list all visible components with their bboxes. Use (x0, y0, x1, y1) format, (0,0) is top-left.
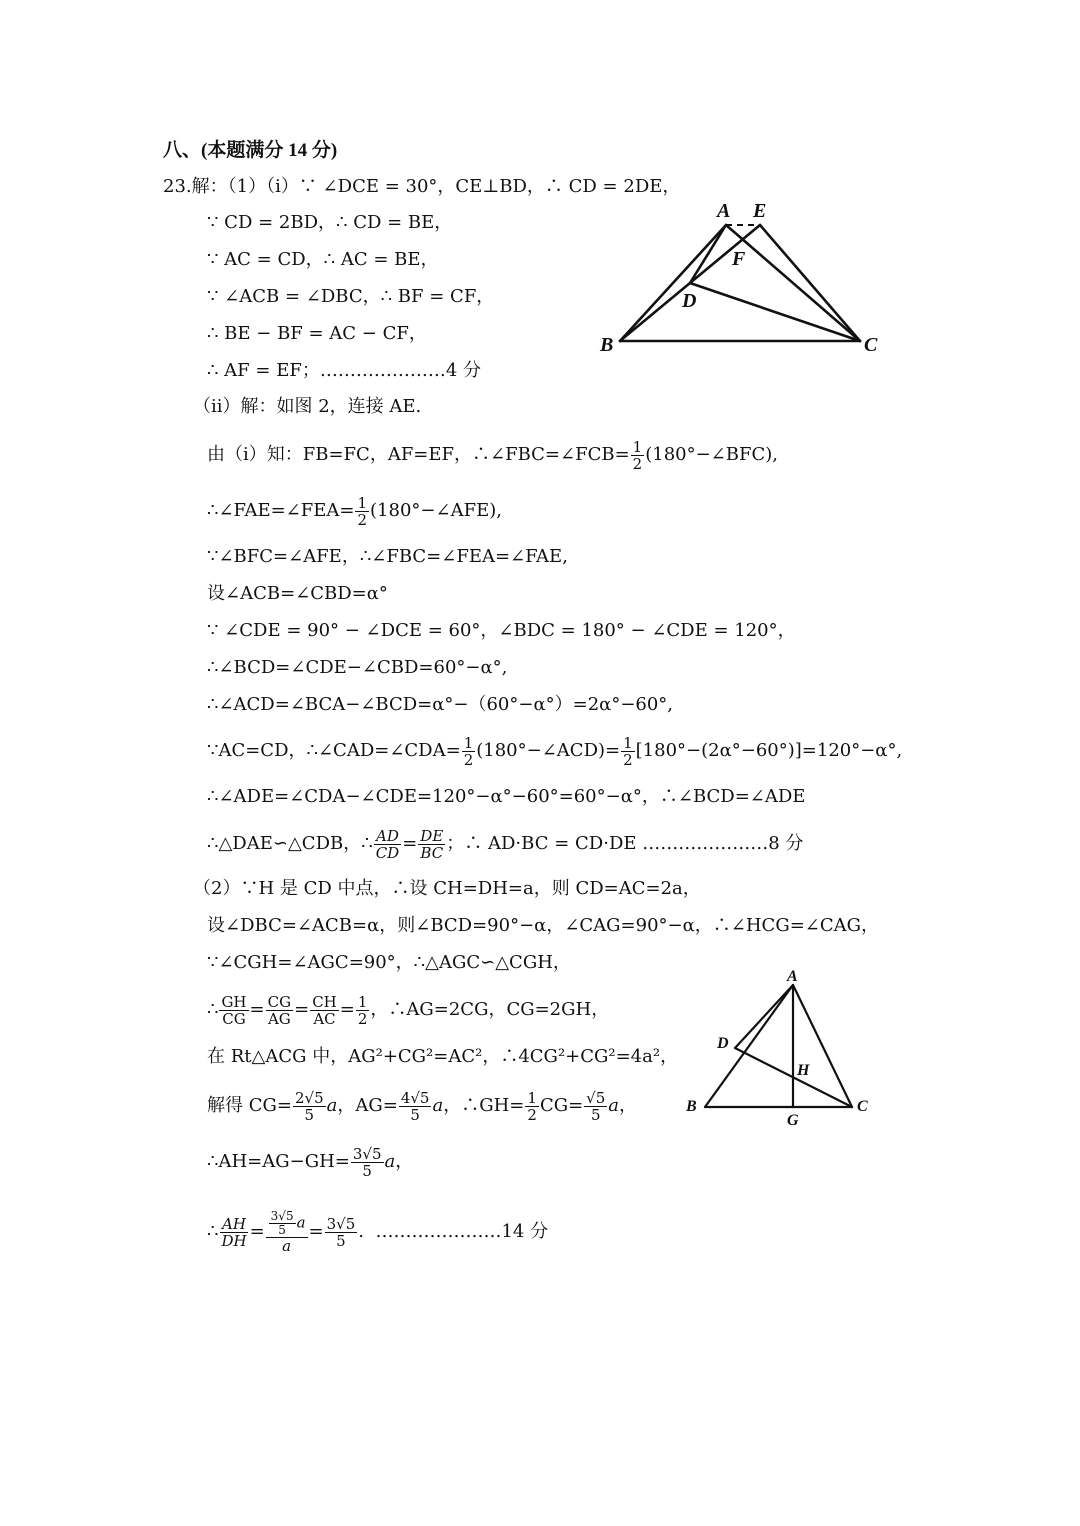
step-text: ， (619, 1095, 638, 1116)
step-text: ，AG= (337, 1095, 398, 1116)
figure-1-triangle-diagram (590, 195, 890, 360)
step-line: （ii）解：如图 2，连接 AE. (193, 396, 422, 417)
fraction: $\frac{1}{2}$ (463, 733, 474, 769)
fraction: $\frac{3√5}{5}$ (326, 1214, 356, 1250)
step-text: ∴AH=AG−GH= (207, 1151, 350, 1172)
label-A: A (787, 968, 798, 985)
step-line: ∵ ∠CDE = 90° − ∠DCE = 60°，∠BDC = 180° − ∠CDE = 120°， (207, 620, 796, 641)
step-text: 解得 CG= (207, 1095, 292, 1116)
fraction: $\frac{4√5}{5}$ (400, 1088, 430, 1124)
step-text: ；∴ AD·BC = CD·DE …………………8 分 (446, 833, 804, 854)
step-line: ∴ $\frac{AH}{DH}$ = $\frac{3√5}{5}$ a a = $\frac{3√5}{5}$ . …………………14 分 (207, 1209, 549, 1255)
step-text: [180°−(2α°−60°)]=120°−α°, (635, 740, 903, 761)
step-line (207, 492, 502, 530)
step-text: ，∴GH= (443, 1095, 525, 1116)
step-line: ∴ BE − BF = AC − CF， (207, 323, 427, 344)
label-E: E (753, 200, 767, 222)
step-line: ∵ ∠ACB = ∠DBC，∴ BF = CF， (207, 286, 495, 307)
step-line: 解得 CG= $\frac{2√5}{5}$ a，AG= $\frac{4√5}{5}$ a，∴GH= $\frac{1}{2}$ CG= $\frac{√5}{5}$ a， (207, 1088, 638, 1124)
step-line: 23.解：（1）（i）∵ ∠DCE = 30°，CE⊥BD，∴ CD = 2DE， (163, 176, 681, 197)
step-text: ∴∠FAE=∠FEA= (207, 500, 355, 521)
step-line: ∴AH=AG−GH= $\frac{3√5}{5}$ a， (207, 1144, 414, 1180)
step-text: ，∴AG=2CG，CG=2GH， (370, 999, 610, 1020)
section-title: 八、(本题满分 14 分) (163, 140, 338, 161)
label-G: G (787, 1112, 799, 1129)
step-text: (180°−∠BFC), (645, 444, 778, 465)
step-text: ∴△DAE∽△CDB，∴ (207, 833, 373, 854)
step-line: 设∠ACB=∠CBD=α° (207, 583, 388, 604)
step-line: ∵∠BFC=∠AFE，∴∠FBC=∠FEA=∠FAE, (207, 546, 568, 567)
step-text: 由（i）知：FB=FC，AF=EF，∴∠FBC=∠FCB= (207, 444, 630, 465)
step-line (207, 436, 778, 474)
step-line: 在 Rt△ACG 中，AG²+CG²=AC²，∴4CG²+CG²=4a²， (207, 1046, 679, 1067)
label-C: C (864, 334, 878, 356)
step-text: (180°−∠ACD)= (476, 740, 621, 761)
label-A: A (717, 200, 731, 222)
fraction: $\frac{1}{2}$ (632, 437, 643, 473)
fraction: $\frac{3√5}{5}$ (352, 1144, 382, 1180)
step-line: ∵∠CGH=∠AGC=90°，∴△AGC∽△CGH， (207, 952, 571, 973)
fraction: $\frac{1}{2}$ (357, 992, 368, 1028)
step-text: …………………14 分 (375, 1221, 549, 1242)
fraction: $\frac{DE}{BC}$ (420, 826, 444, 862)
step-text: (180°−∠AFE), (370, 500, 502, 521)
step-text: ， (395, 1151, 414, 1172)
step-line: ∴ AF = EF；…………………4 分 (207, 360, 481, 381)
step-line: ∴∠ACD=∠BCA−∠BCD=α°−（60°−α°）=2α°−60°, (207, 694, 674, 715)
compound-fraction: $\frac{3√5}{5}$ a a (266, 1210, 308, 1254)
fraction: $\frac{CH}{AC}$ (312, 992, 337, 1028)
fraction: $\frac{√5}{5}$ (586, 1088, 606, 1124)
step-line (207, 732, 902, 770)
step-line: ∴∠BCD=∠CDE−∠CBD=60°−α°, (207, 657, 508, 678)
step-line: ∵ AC = CD，∴ AC = BE， (207, 249, 439, 270)
step-line: ∵ CD = 2BD，∴ CD = BE， (207, 212, 453, 233)
label-H: H (797, 1062, 810, 1079)
step-line: 设∠DBC=∠ACB=α，则∠BCD=90°−α，∠CAG=90°−α，∴∠HCG=∠CAG， (207, 915, 880, 936)
step-text: CG= (539, 1095, 584, 1116)
step-line: ∴ $\frac{GH}{CG}$ = $\frac{CG}{AG}$ = $\frac{CH}{AC}$ = $\frac{1}{2}$ ，∴AG=2CG，CG=2GH， (207, 992, 610, 1028)
fraction: $\frac{GH}{CG}$ (221, 992, 247, 1028)
fraction: $\frac{1}{2}$ (623, 733, 633, 769)
fraction: $\frac{CG}{AG}$ (267, 992, 292, 1028)
fraction: $\frac{AD}{CD}$ (375, 826, 400, 862)
label-C: C (857, 1098, 868, 1115)
label-D: D (682, 290, 697, 312)
step-text: ∵AC=CD，∴∠CAD=∠CDA= (207, 740, 461, 761)
label-B: B (600, 334, 614, 356)
label-F: F (732, 248, 746, 270)
fraction: $\frac{AH}{DH}$ (221, 1214, 247, 1250)
step-line: ∴∠ADE=∠CDA−∠CDE=120°−α°−60°=60°−α°，∴∠BCD=∠ADE (207, 786, 806, 807)
label-B: B (686, 1098, 697, 1115)
step-line: ∴△DAE∽△CDB，∴ $\frac{AD}{CD}$ = $\frac{DE}{BC}$ ；∴ AD·BC = CD·DE …………………8 分 (207, 826, 804, 862)
fraction: $\frac{1}{2}$ (357, 493, 368, 529)
label-D: D (717, 1035, 729, 1052)
step-line: （2）∵H 是 CD 中点，∴设 CH=DH=a，则 CD=AC=2a， (193, 878, 701, 899)
fraction: $\frac{1}{2}$ (527, 1088, 537, 1124)
figure-2-triangle-diagram (680, 965, 880, 1130)
fraction: $\frac{2√5}{5}$ (294, 1088, 324, 1124)
